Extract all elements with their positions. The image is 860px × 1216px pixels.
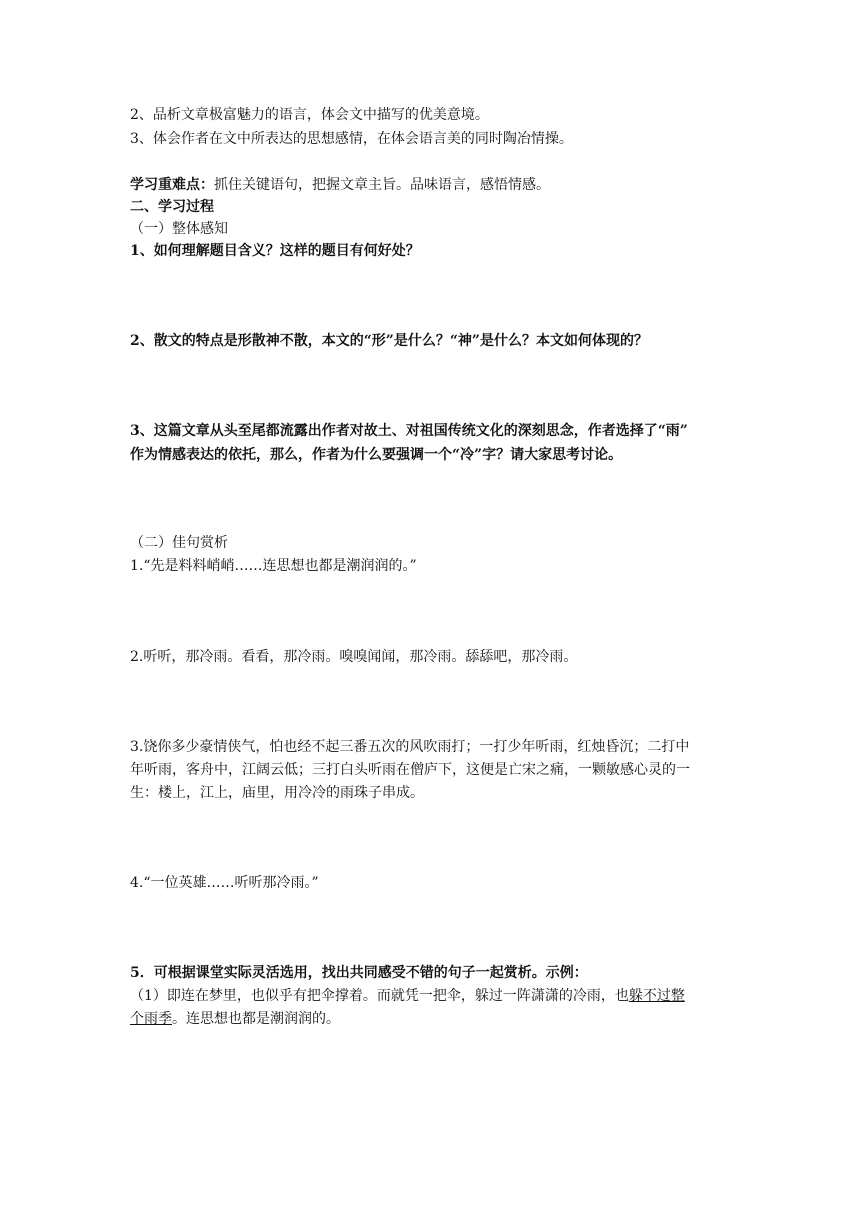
example-1-underlined-a: 躲不过整 [628,988,685,1004]
sentence-1: 1.“先是料料峭峭……连思想也都是潮润润的。” [130,558,417,574]
example-1-underlined-b: 个雨季 [130,1011,172,1027]
sentence-3-line-2: 年听雨，客舟中，江阔云低；三打白头听雨在僧庐下，这便是亡宋之痛，一颗敏感心灵的一 [130,762,690,778]
example-1-text-b: 。连思想也都是潮润润的。 [172,1011,340,1027]
sentence-3-line-3: 生：楼上，江上，庙里，用冷冷的雨珠子串成。 [130,785,424,801]
question-3-line-2: 作为情感表达的依托，那么，作者为什么要强调一个“冷”字？请大家思考讨论。 [130,447,623,463]
question-2: 2、散文的特点是形散神不散，本文的“形”是什么？“神”是什么？本文如何体现的？ [130,333,648,349]
key-points-text: 抓住关键语句，把握文章主旨。品味语言，感悟情感。 [214,177,550,193]
sentence-2: 2.听听，那冷雨。看看，那冷雨。嗅嗅闻闻，那冷雨。舔舔吧，那冷雨。 [130,649,578,665]
objective-item-3: 3、体会作者在文中所表达的思想感情，在体会语言美的同时陶冶情操。 [130,131,573,147]
subsection-heading-sentences: （二）佳句赏析 [130,535,228,551]
example-1-line-1 [130,985,750,1007]
subsection-heading-overall: （一）整体感知 [130,221,228,237]
key-points [130,174,750,196]
sentence-3-line-1: 3.饶你多少豪情侠气，怕也经不起三番五次的风吹雨打；一打少年听雨，红烛昏沉；二打中 [130,739,690,755]
key-points-label: 学习重难点： [130,177,214,193]
objective-item-2: 2、品析文章极富魅力的语言，体会文中描写的优美意境。 [130,107,489,123]
question-3-line-1: 3、这篇文章从头至尾都流露出作者对故土、对祖国传统文化的深刻思念，作者选择了“雨” [130,423,688,439]
sentence-4: 4.“一位英雄……听听那冷雨。” [130,875,319,891]
sentence-5-heading: 5．可根据课堂实际灵活选用，找出共同感受不错的句子一起赏析。示例： [130,965,588,981]
example-1-line-2 [130,1008,750,1030]
question-1: 1、如何理解题目含义？这样的题目有何好处？ [130,243,420,259]
example-1-text-a: （1）即连在梦里，也似乎有把伞撑着。而就凭一把伞，躲过一阵潇潇的冷雨，也 [130,988,629,1004]
section-heading-process: 二、学习过程 [130,199,214,215]
